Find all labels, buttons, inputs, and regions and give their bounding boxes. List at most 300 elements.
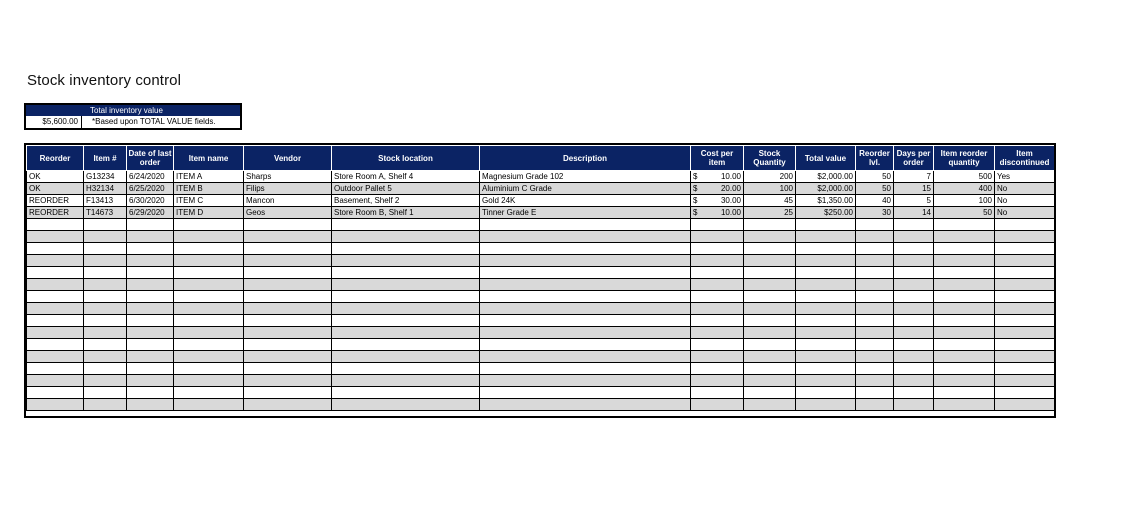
description-cell[interactable]: Magnesium Grade 102 — [480, 171, 691, 183]
total-value-cell[interactable] — [796, 327, 856, 339]
days-per-order-cell[interactable] — [894, 339, 934, 351]
days-per-order-cell[interactable] — [894, 351, 934, 363]
reorder-quantity-cell[interactable]: 50 — [934, 207, 995, 219]
date-cell[interactable] — [127, 315, 174, 327]
days-per-order-cell[interactable]: 7 — [894, 171, 934, 183]
reorder-level-cell[interactable] — [856, 243, 894, 255]
description-cell[interactable] — [480, 387, 691, 399]
date-cell[interactable] — [127, 267, 174, 279]
reorder-cell[interactable] — [27, 363, 84, 375]
reorder-quantity-cell[interactable] — [934, 327, 995, 339]
col-header-days-per-order[interactable]: Days per order — [894, 146, 934, 171]
days-per-order-cell[interactable] — [894, 375, 934, 387]
total-value-cell[interactable] — [796, 219, 856, 231]
vendor-cell[interactable]: Sharps — [244, 171, 332, 183]
location-cell[interactable] — [332, 267, 480, 279]
description-cell[interactable] — [480, 375, 691, 387]
reorder-cell[interactable]: OK — [27, 171, 84, 183]
location-cell[interactable] — [332, 255, 480, 267]
cost-cell[interactable] — [691, 183, 744, 195]
reorder-quantity-cell[interactable] — [934, 243, 995, 255]
reorder-quantity-cell[interactable] — [934, 363, 995, 375]
reorder-quantity-cell[interactable] — [934, 231, 995, 243]
vendor-cell[interactable] — [244, 399, 332, 411]
vendor-cell[interactable] — [244, 363, 332, 375]
reorder-level-cell[interactable] — [856, 219, 894, 231]
days-per-order-cell[interactable] — [894, 291, 934, 303]
description-cell[interactable]: Gold 24K — [480, 195, 691, 207]
col-header-cost-per-item[interactable]: Cost per item — [691, 146, 744, 171]
quantity-cell[interactable] — [744, 231, 796, 243]
vendor-cell[interactable]: Mancon — [244, 195, 332, 207]
reorder-cell[interactable] — [27, 339, 84, 351]
quantity-cell[interactable] — [744, 351, 796, 363]
days-per-order-cell[interactable] — [894, 399, 934, 411]
cost-cell[interactable] — [691, 267, 744, 279]
item-number-cell[interactable] — [84, 375, 127, 387]
vendor-cell[interactable] — [244, 327, 332, 339]
location-cell[interactable] — [332, 291, 480, 303]
quantity-cell[interactable] — [744, 399, 796, 411]
cost-cell[interactable] — [691, 231, 744, 243]
date-cell[interactable] — [127, 351, 174, 363]
reorder-level-cell[interactable] — [856, 315, 894, 327]
total-value-cell[interactable]: $2,000.00 — [796, 171, 856, 183]
cost-cell[interactable] — [691, 243, 744, 255]
vendor-cell[interactable]: Filips — [244, 183, 332, 195]
description-cell[interactable] — [480, 255, 691, 267]
reorder-quantity-cell[interactable] — [934, 399, 995, 411]
total-value-cell[interactable] — [796, 279, 856, 291]
reorder-quantity-cell[interactable] — [934, 351, 995, 363]
reorder-level-cell[interactable] — [856, 363, 894, 375]
description-cell[interactable] — [480, 315, 691, 327]
total-inventory-value-cell[interactable]: $5,600.00 — [26, 116, 82, 128]
quantity-cell[interactable] — [744, 375, 796, 387]
quantity-cell[interactable]: 25 — [744, 207, 796, 219]
location-cell[interactable]: Outdoor Pallet 5 — [332, 183, 480, 195]
total-value-cell[interactable] — [796, 255, 856, 267]
days-per-order-cell[interactable]: 15 — [894, 183, 934, 195]
discontinued-cell[interactable] — [995, 243, 1055, 255]
days-per-order-cell[interactable] — [894, 279, 934, 291]
vendor-cell[interactable] — [244, 315, 332, 327]
days-per-order-cell[interactable] — [894, 327, 934, 339]
reorder-quantity-cell[interactable]: 400 — [934, 183, 995, 195]
reorder-cell[interactable] — [27, 279, 84, 291]
reorder-quantity-cell[interactable] — [934, 315, 995, 327]
description-cell[interactable] — [480, 303, 691, 315]
item-number-cell[interactable]: T14673 — [84, 207, 127, 219]
quantity-cell[interactable] — [744, 327, 796, 339]
reorder-cell[interactable] — [27, 351, 84, 363]
item-name-cell[interactable] — [174, 375, 244, 387]
reorder-level-cell[interactable]: 50 — [856, 171, 894, 183]
reorder-cell[interactable]: REORDER — [27, 195, 84, 207]
description-cell[interactable] — [480, 399, 691, 411]
item-number-cell[interactable] — [84, 291, 127, 303]
date-cell[interactable] — [127, 303, 174, 315]
discontinued-cell[interactable] — [995, 255, 1055, 267]
quantity-cell[interactable]: 45 — [744, 195, 796, 207]
col-header-date-last-order[interactable]: Date of last order — [127, 146, 174, 171]
reorder-level-cell[interactable] — [856, 291, 894, 303]
col-header-stock-location[interactable]: Stock location — [332, 146, 480, 171]
reorder-level-cell[interactable] — [856, 231, 894, 243]
col-header-item-name[interactable]: Item name — [174, 146, 244, 171]
reorder-cell[interactable] — [27, 255, 84, 267]
table-row — [27, 279, 1055, 291]
vendor-cell[interactable]: Geos — [244, 207, 332, 219]
col-header-item-number[interactable]: Item # — [84, 146, 127, 171]
cost-cell[interactable] — [691, 351, 744, 363]
reorder-level-cell[interactable]: 30 — [856, 207, 894, 219]
location-cell[interactable] — [332, 231, 480, 243]
quantity-cell[interactable] — [744, 267, 796, 279]
cost-cell[interactable] — [691, 375, 744, 387]
description-cell[interactable] — [480, 267, 691, 279]
reorder-cell[interactable] — [27, 327, 84, 339]
location-cell[interactable] — [332, 315, 480, 327]
discontinued-cell[interactable] — [995, 267, 1055, 279]
col-header-description[interactable]: Description — [480, 146, 691, 171]
days-per-order-cell[interactable] — [894, 219, 934, 231]
vendor-cell[interactable] — [244, 339, 332, 351]
item-number-cell[interactable]: F13413 — [84, 195, 127, 207]
cost-cell[interactable] — [691, 255, 744, 267]
quantity-cell[interactable] — [744, 219, 796, 231]
date-cell[interactable] — [127, 399, 174, 411]
item-name-cell[interactable] — [174, 363, 244, 375]
discontinued-cell[interactable]: No — [995, 207, 1055, 219]
cost-cell[interactable] — [691, 303, 744, 315]
quantity-cell[interactable]: 200 — [744, 171, 796, 183]
cost-cell[interactable] — [691, 399, 744, 411]
location-cell[interactable] — [332, 219, 480, 231]
reorder-level-cell[interactable]: 40 — [856, 195, 894, 207]
reorder-quantity-cell[interactable] — [934, 375, 995, 387]
item-name-cell[interactable] — [174, 351, 244, 363]
vendor-cell[interactable] — [244, 255, 332, 267]
cost-cell[interactable] — [691, 291, 744, 303]
item-number-cell[interactable] — [84, 267, 127, 279]
date-cell[interactable] — [127, 363, 174, 375]
reorder-quantity-cell[interactable] — [934, 339, 995, 351]
total-value-cell[interactable] — [796, 315, 856, 327]
date-cell[interactable]: 6/25/2020 — [127, 183, 174, 195]
date-cell[interactable]: 6/29/2020 — [127, 207, 174, 219]
reorder-cell[interactable] — [27, 375, 84, 387]
total-value-cell[interactable] — [796, 387, 856, 399]
description-cell[interactable]: Tinner Grade E — [480, 207, 691, 219]
total-value-cell[interactable] — [796, 339, 856, 351]
description-cell[interactable] — [480, 243, 691, 255]
location-cell[interactable] — [332, 399, 480, 411]
reorder-level-cell[interactable] — [856, 303, 894, 315]
reorder-cell[interactable] — [27, 315, 84, 327]
vendor-cell[interactable] — [244, 351, 332, 363]
item-name-cell[interactable] — [174, 255, 244, 267]
discontinued-cell[interactable] — [995, 303, 1055, 315]
total-value-cell[interactable] — [796, 399, 856, 411]
total-value-cell[interactable] — [796, 363, 856, 375]
vendor-cell[interactable] — [244, 231, 332, 243]
description-cell[interactable]: Aluminium C Grade — [480, 183, 691, 195]
total-value-cell[interactable] — [796, 351, 856, 363]
item-name-cell[interactable] — [174, 267, 244, 279]
quantity-cell[interactable] — [744, 315, 796, 327]
date-cell[interactable]: 6/24/2020 — [127, 171, 174, 183]
item-name-cell[interactable] — [174, 327, 244, 339]
quantity-cell[interactable] — [744, 339, 796, 351]
date-cell[interactable] — [127, 255, 174, 267]
col-header-reorder[interactable]: Reorder — [27, 146, 84, 171]
item-name-cell[interactable]: ITEM A — [174, 171, 244, 183]
days-per-order-cell[interactable] — [894, 267, 934, 279]
total-value-cell[interactable] — [796, 267, 856, 279]
date-cell[interactable] — [127, 339, 174, 351]
col-header-vendor[interactable]: Vendor — [244, 146, 332, 171]
quantity-cell[interactable] — [744, 303, 796, 315]
days-per-order-cell[interactable] — [894, 387, 934, 399]
item-number-cell[interactable] — [84, 219, 127, 231]
item-number-cell[interactable] — [84, 327, 127, 339]
cost-cell[interactable] — [691, 171, 744, 183]
item-name-cell[interactable] — [174, 243, 244, 255]
item-number-cell[interactable] — [84, 363, 127, 375]
location-cell[interactable] — [332, 363, 480, 375]
vendor-cell[interactable] — [244, 279, 332, 291]
discontinued-cell[interactable] — [995, 327, 1055, 339]
cost-cell[interactable] — [691, 339, 744, 351]
days-per-order-cell[interactable] — [894, 303, 934, 315]
reorder-cell[interactable] — [27, 231, 84, 243]
reorder-cell[interactable] — [27, 219, 84, 231]
total-value-cell[interactable] — [796, 243, 856, 255]
total-value-cell[interactable]: $2,000.00 — [796, 183, 856, 195]
date-cell[interactable] — [127, 243, 174, 255]
col-header-stock-quantity[interactable]: Stock Quantity — [744, 146, 796, 171]
item-number-cell[interactable]: G13234 — [84, 171, 127, 183]
reorder-cell[interactable] — [27, 387, 84, 399]
reorder-level-cell[interactable] — [856, 387, 894, 399]
vendor-cell[interactable] — [244, 291, 332, 303]
reorder-cell[interactable]: OK — [27, 183, 84, 195]
item-number-cell[interactable] — [84, 399, 127, 411]
item-name-cell[interactable] — [174, 279, 244, 291]
reorder-quantity-cell[interactable]: 100 — [934, 195, 995, 207]
date-cell[interactable] — [127, 327, 174, 339]
item-number-cell[interactable] — [84, 243, 127, 255]
cost-cell[interactable] — [691, 327, 744, 339]
reorder-level-cell[interactable] — [856, 351, 894, 363]
col-header-item-discontinued[interactable]: Item discontinued — [995, 146, 1055, 171]
discontinued-cell[interactable] — [995, 363, 1055, 375]
days-per-order-cell[interactable]: 14 — [894, 207, 934, 219]
item-name-cell[interactable] — [174, 291, 244, 303]
location-cell[interactable]: Basement, Shelf 2 — [332, 195, 480, 207]
item-name-cell[interactable] — [174, 399, 244, 411]
discontinued-cell[interactable] — [995, 351, 1055, 363]
quantity-cell[interactable]: 100 — [744, 183, 796, 195]
item-name-cell[interactable] — [174, 303, 244, 315]
item-name-cell[interactable]: ITEM C — [174, 195, 244, 207]
reorder-level-cell[interactable] — [856, 327, 894, 339]
discontinued-cell[interactable] — [995, 387, 1055, 399]
item-number-cell[interactable]: H32134 — [84, 183, 127, 195]
total-value-cell[interactable]: $1,350.00 — [796, 195, 856, 207]
item-name-cell[interactable] — [174, 387, 244, 399]
reorder-level-cell[interactable] — [856, 339, 894, 351]
item-name-cell[interactable] — [174, 231, 244, 243]
col-header-reorder-level[interactable]: Reorder lvl. — [856, 146, 894, 171]
date-cell[interactable] — [127, 375, 174, 387]
cost-cell[interactable] — [691, 363, 744, 375]
discontinued-cell[interactable] — [995, 231, 1055, 243]
discontinued-cell[interactable] — [995, 219, 1055, 231]
description-cell[interactable] — [480, 219, 691, 231]
quantity-cell[interactable] — [744, 363, 796, 375]
discontinued-cell[interactable] — [995, 315, 1055, 327]
cost-cell[interactable] — [691, 219, 744, 231]
reorder-quantity-cell[interactable]: 500 — [934, 171, 995, 183]
reorder-level-cell[interactable] — [856, 279, 894, 291]
discontinued-cell[interactable]: No — [995, 195, 1055, 207]
discontinued-cell[interactable] — [995, 339, 1055, 351]
description-cell[interactable] — [480, 231, 691, 243]
quantity-cell[interactable] — [744, 291, 796, 303]
date-cell[interactable] — [127, 279, 174, 291]
reorder-level-cell[interactable] — [856, 255, 894, 267]
location-cell[interactable]: Store Room B, Shelf 1 — [332, 207, 480, 219]
cost-cell[interactable] — [691, 279, 744, 291]
date-cell[interactable] — [127, 219, 174, 231]
col-header-total-value[interactable]: Total value — [796, 146, 856, 171]
item-number-cell[interactable] — [84, 303, 127, 315]
reorder-level-cell[interactable] — [856, 399, 894, 411]
item-number-cell[interactable] — [84, 231, 127, 243]
vendor-cell[interactable] — [244, 375, 332, 387]
total-value-cell[interactable] — [796, 291, 856, 303]
total-value-cell[interactable]: $250.00 — [796, 207, 856, 219]
description-cell[interactable] — [480, 363, 691, 375]
location-cell[interactable] — [332, 303, 480, 315]
vendor-cell[interactable] — [244, 243, 332, 255]
location-cell[interactable] — [332, 375, 480, 387]
date-cell[interactable] — [127, 231, 174, 243]
days-per-order-cell[interactable] — [894, 255, 934, 267]
reorder-quantity-cell[interactable] — [934, 303, 995, 315]
reorder-cell[interactable]: REORDER — [27, 207, 84, 219]
reorder-level-cell[interactable] — [856, 375, 894, 387]
vendor-cell[interactable] — [244, 387, 332, 399]
discontinued-cell[interactable] — [995, 279, 1055, 291]
description-cell[interactable] — [480, 291, 691, 303]
item-name-cell[interactable] — [174, 339, 244, 351]
date-cell[interactable] — [127, 387, 174, 399]
location-cell[interactable] — [332, 279, 480, 291]
item-name-cell[interactable]: ITEM D — [174, 207, 244, 219]
reorder-quantity-cell[interactable] — [934, 279, 995, 291]
reorder-quantity-cell[interactable] — [934, 291, 995, 303]
days-per-order-cell[interactable] — [894, 243, 934, 255]
location-cell[interactable] — [332, 243, 480, 255]
description-cell[interactable] — [480, 351, 691, 363]
item-number-cell[interactable] — [84, 279, 127, 291]
total-value-cell[interactable] — [796, 375, 856, 387]
description-cell[interactable] — [480, 327, 691, 339]
location-cell[interactable] — [332, 339, 480, 351]
total-value-cell[interactable] — [796, 231, 856, 243]
reorder-cell[interactable] — [27, 303, 84, 315]
quantity-cell[interactable] — [744, 255, 796, 267]
days-per-order-cell[interactable]: 5 — [894, 195, 934, 207]
reorder-quantity-cell[interactable] — [934, 267, 995, 279]
discontinued-cell[interactable] — [995, 375, 1055, 387]
reorder-quantity-cell[interactable] — [934, 255, 995, 267]
reorder-cell[interactable] — [27, 399, 84, 411]
summary-header: Total inventory value — [26, 105, 240, 116]
date-cell[interactable]: 6/30/2020 — [127, 195, 174, 207]
discontinued-cell[interactable]: No — [995, 183, 1055, 195]
location-cell[interactable]: Store Room A, Shelf 4 — [332, 171, 480, 183]
cost-cell[interactable] — [691, 387, 744, 399]
location-cell[interactable] — [332, 387, 480, 399]
vendor-cell[interactable] — [244, 219, 332, 231]
description-cell[interactable] — [480, 339, 691, 351]
summary-row — [26, 116, 240, 128]
reorder-cell[interactable] — [27, 291, 84, 303]
quantity-cell[interactable] — [744, 387, 796, 399]
reorder-quantity-cell[interactable] — [934, 387, 995, 399]
days-per-order-cell[interactable] — [894, 231, 934, 243]
item-name-cell[interactable] — [174, 219, 244, 231]
reorder-cell[interactable] — [27, 243, 84, 255]
item-number-cell[interactable] — [84, 351, 127, 363]
cost-cell[interactable] — [691, 315, 744, 327]
location-cell[interactable] — [332, 327, 480, 339]
discontinued-cell[interactable]: Yes — [995, 171, 1055, 183]
days-per-order-cell[interactable] — [894, 315, 934, 327]
quantity-cell[interactable] — [744, 279, 796, 291]
currency-symbol: $ — [693, 196, 698, 205]
item-number-cell[interactable] — [84, 339, 127, 351]
discontinued-cell[interactable] — [995, 399, 1055, 411]
quantity-cell[interactable] — [744, 243, 796, 255]
days-per-order-cell[interactable] — [894, 363, 934, 375]
date-cell[interactable] — [127, 291, 174, 303]
item-name-cell[interactable] — [174, 315, 244, 327]
cost-cell[interactable] — [691, 207, 744, 219]
vendor-cell[interactable] — [244, 303, 332, 315]
description-cell[interactable] — [480, 279, 691, 291]
location-cell[interactable] — [332, 351, 480, 363]
discontinued-cell[interactable] — [995, 291, 1055, 303]
col-header-item-reorder-quantity[interactable]: Item reorder quantity — [934, 146, 995, 171]
item-number-cell[interactable] — [84, 255, 127, 267]
table-row — [27, 315, 1055, 327]
cost-cell[interactable] — [691, 195, 744, 207]
reorder-quantity-cell[interactable] — [934, 219, 995, 231]
item-number-cell[interactable] — [84, 387, 127, 399]
reorder-level-cell[interactable]: 50 — [856, 183, 894, 195]
item-number-cell[interactable] — [84, 315, 127, 327]
item-name-cell[interactable]: ITEM B — [174, 183, 244, 195]
total-value-cell[interactable] — [796, 303, 856, 315]
reorder-cell[interactable] — [27, 267, 84, 279]
vendor-cell[interactable] — [244, 267, 332, 279]
reorder-level-cell[interactable] — [856, 267, 894, 279]
